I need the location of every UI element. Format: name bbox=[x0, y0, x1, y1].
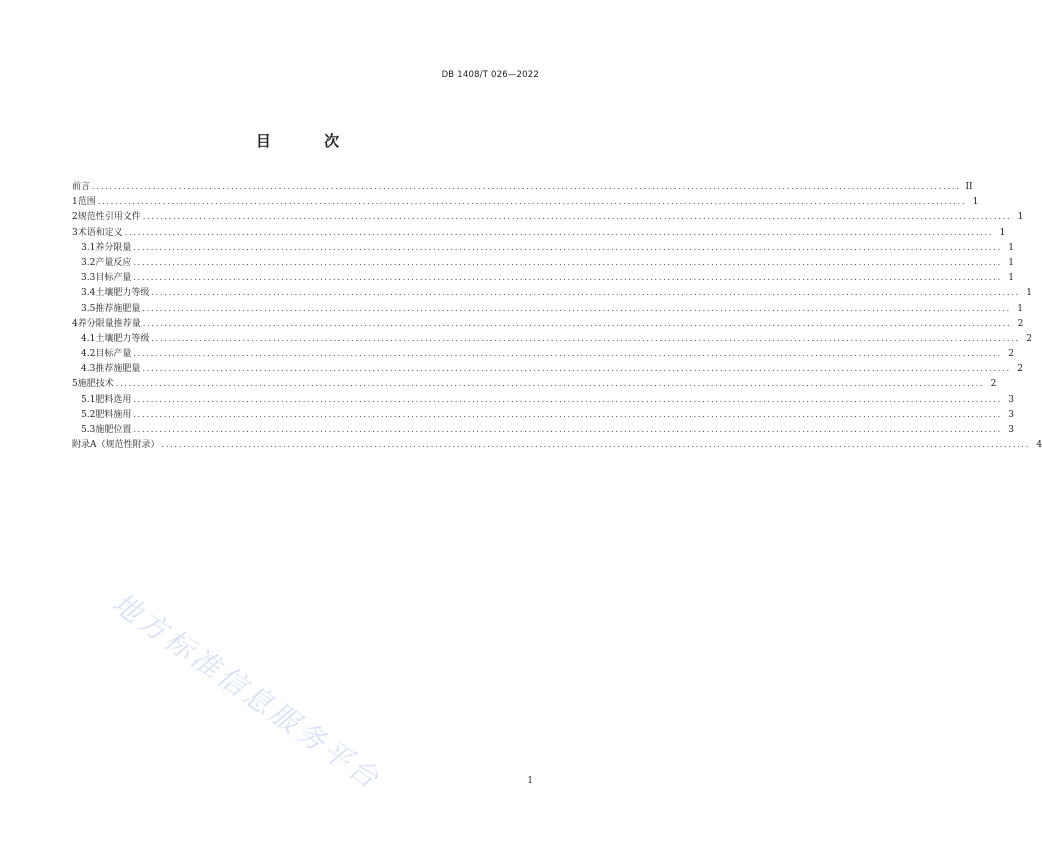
toc-entry-number: 3 bbox=[72, 227, 78, 238]
toc-entry[interactable] bbox=[72, 179, 973, 194]
toc-entry[interactable] bbox=[72, 392, 1014, 407]
toc-entry-label: 目标产量 bbox=[95, 349, 132, 360]
toc-entry-label: 施肥位置 bbox=[95, 425, 132, 435]
toc-entry-label: 施肥技术 bbox=[77, 379, 114, 390]
toc-entry-label: 养分限量 bbox=[95, 242, 132, 253]
toc-entry-number: 3.4 bbox=[81, 288, 96, 299]
document-code: DB 1408/T 026—2022 bbox=[441, 70, 539, 80]
toc-entry[interactable] bbox=[72, 225, 1006, 240]
dot-leader: ........................................................................................................................................................................................................ bbox=[133, 273, 1002, 283]
toc-entry[interactable] bbox=[72, 270, 1014, 285]
toc-entry-label: 土壤肥力等级 bbox=[95, 288, 150, 299]
toc-entry-number: 3.2 bbox=[81, 257, 96, 268]
toc-entry-label: 土壤肥力等级 bbox=[95, 333, 150, 344]
toc-entry-page: 4 bbox=[1036, 440, 1042, 451]
toc-entry[interactable] bbox=[72, 376, 997, 391]
toc-entry-page: 1 bbox=[999, 227, 1006, 238]
toc-entry-number: 4.3 bbox=[81, 364, 96, 375]
toc-entry-number: 3.5 bbox=[81, 303, 96, 314]
page-title: 目 次 bbox=[255, 132, 364, 150]
toc-entry[interactable] bbox=[72, 194, 979, 209]
toc-entry-page: 3 bbox=[1008, 425, 1014, 435]
dot-leader: ........................................................................................................................................................................................................ bbox=[161, 440, 1031, 450]
toc-entry-page: 1 bbox=[972, 197, 979, 208]
toc-entry-label: 产量反应 bbox=[95, 257, 132, 268]
toc-entry-label: 养分限量推荐量 bbox=[77, 318, 141, 329]
toc-entry-page: 2 bbox=[1008, 349, 1014, 360]
toc-entry[interactable] bbox=[72, 437, 1042, 452]
dot-leader: ........................................................................................................................................................................................................ bbox=[133, 242, 1002, 252]
toc-entry[interactable] bbox=[72, 346, 1014, 361]
toc-entry-number: 5.3 bbox=[81, 425, 96, 435]
toc-entry-label: 推荐施肥量 bbox=[95, 303, 141, 314]
dot-leader: ........................................................................................................................................................................................................ bbox=[97, 197, 967, 207]
toc-entry-number: 1 bbox=[72, 197, 78, 208]
toc-entry-label: 范围 bbox=[77, 197, 96, 208]
toc-entry-number: 5 bbox=[72, 379, 78, 390]
toc-entry-page: 2 bbox=[1017, 318, 1024, 329]
toc-entry[interactable] bbox=[72, 209, 1024, 224]
toc-entry-label: 规范性引用文件 bbox=[77, 212, 141, 223]
toc-entry-number: 3.3 bbox=[81, 273, 96, 284]
toc-entry-page: 2 bbox=[1017, 364, 1023, 375]
toc-entry-number: 4.1 bbox=[81, 333, 96, 344]
toc-entry-label: 肥料施用 bbox=[95, 409, 132, 420]
toc-entry[interactable] bbox=[72, 407, 1014, 422]
dot-leader: ........................................................................................................................................................................................................ bbox=[133, 409, 1002, 419]
table-of-contents bbox=[72, 179, 1042, 452]
dot-leader: ........................................................................................................................................................................................................ bbox=[142, 364, 1011, 374]
watermark: 地方标准信息服务平台 bbox=[106, 586, 388, 797]
toc-entry-label: 肥料选用 bbox=[95, 394, 132, 405]
toc-entry-page: 1 bbox=[1017, 212, 1024, 223]
dot-leader: ........................................................................................................................................................................................................ bbox=[133, 394, 1002, 404]
toc-entry[interactable] bbox=[72, 316, 1024, 331]
dot-leader: ........................................................................................................................................................................................................ bbox=[142, 303, 1011, 313]
toc-entry-number: 3.1 bbox=[81, 242, 96, 253]
toc-entry-number: 2 bbox=[72, 212, 78, 223]
toc-entry-page: 1 bbox=[1026, 288, 1032, 299]
dot-leader: ........................................................................................................................................................................................................ bbox=[142, 212, 1012, 222]
toc-entry[interactable] bbox=[72, 301, 1023, 316]
toc-entry[interactable] bbox=[72, 255, 1014, 270]
dot-leader: ........................................................................................................................................................................................................ bbox=[133, 425, 1002, 434]
toc-entry-page: 1 bbox=[1017, 303, 1023, 314]
dot-leader: ........................................................................................................................................................................................................ bbox=[133, 349, 1002, 359]
page-number: 1 bbox=[527, 776, 533, 786]
toc-entry-label: 附录A（规范性附录） bbox=[72, 440, 160, 451]
toc-entry-page: 1 bbox=[1008, 242, 1014, 253]
toc-entry-label: 推荐施肥量 bbox=[95, 364, 141, 375]
toc-entry[interactable] bbox=[72, 361, 1023, 376]
dot-leader: ........................................................................................................................................................................................................ bbox=[124, 227, 994, 237]
toc-entry[interactable] bbox=[72, 331, 1032, 346]
dot-leader: ........................................................................................................................................................................................................ bbox=[151, 333, 1020, 343]
toc-entry-page: 1 bbox=[1008, 257, 1014, 268]
toc-entry-label: 目标产量 bbox=[95, 273, 132, 284]
toc-entry[interactable] bbox=[72, 240, 1014, 255]
toc-entry-page: 3 bbox=[1008, 394, 1014, 405]
toc-entry-number: 5.2 bbox=[81, 409, 96, 420]
toc-entry-page: 2 bbox=[990, 379, 997, 390]
toc-entry-page: II bbox=[965, 182, 973, 192]
toc-entry-number: 5.1 bbox=[81, 394, 96, 405]
dot-leader: ........................................................................................................................................................................................................ bbox=[142, 318, 1012, 328]
toc-entry-number: 4 bbox=[72, 318, 78, 329]
toc-entry-number: 4.2 bbox=[81, 349, 96, 360]
toc-entry-page: 3 bbox=[1008, 409, 1014, 420]
dot-leader: ........................................................................................................................................................................................................ bbox=[133, 257, 1002, 267]
dot-leader: ........................................................................................................................................................................................................ bbox=[92, 182, 961, 191]
dot-leader: ........................................................................................................................................................................................................ bbox=[151, 288, 1020, 298]
toc-entry-page: 1 bbox=[1008, 273, 1014, 284]
toc-entry-page: 2 bbox=[1026, 333, 1032, 344]
toc-entry[interactable] bbox=[72, 285, 1032, 300]
toc-entry-label: 术语和定义 bbox=[77, 227, 123, 238]
toc-entry-label: 前言 bbox=[72, 182, 91, 192]
toc-entry[interactable] bbox=[72, 422, 1014, 437]
dot-leader: ........................................................................................................................................................................................................ bbox=[115, 379, 985, 389]
